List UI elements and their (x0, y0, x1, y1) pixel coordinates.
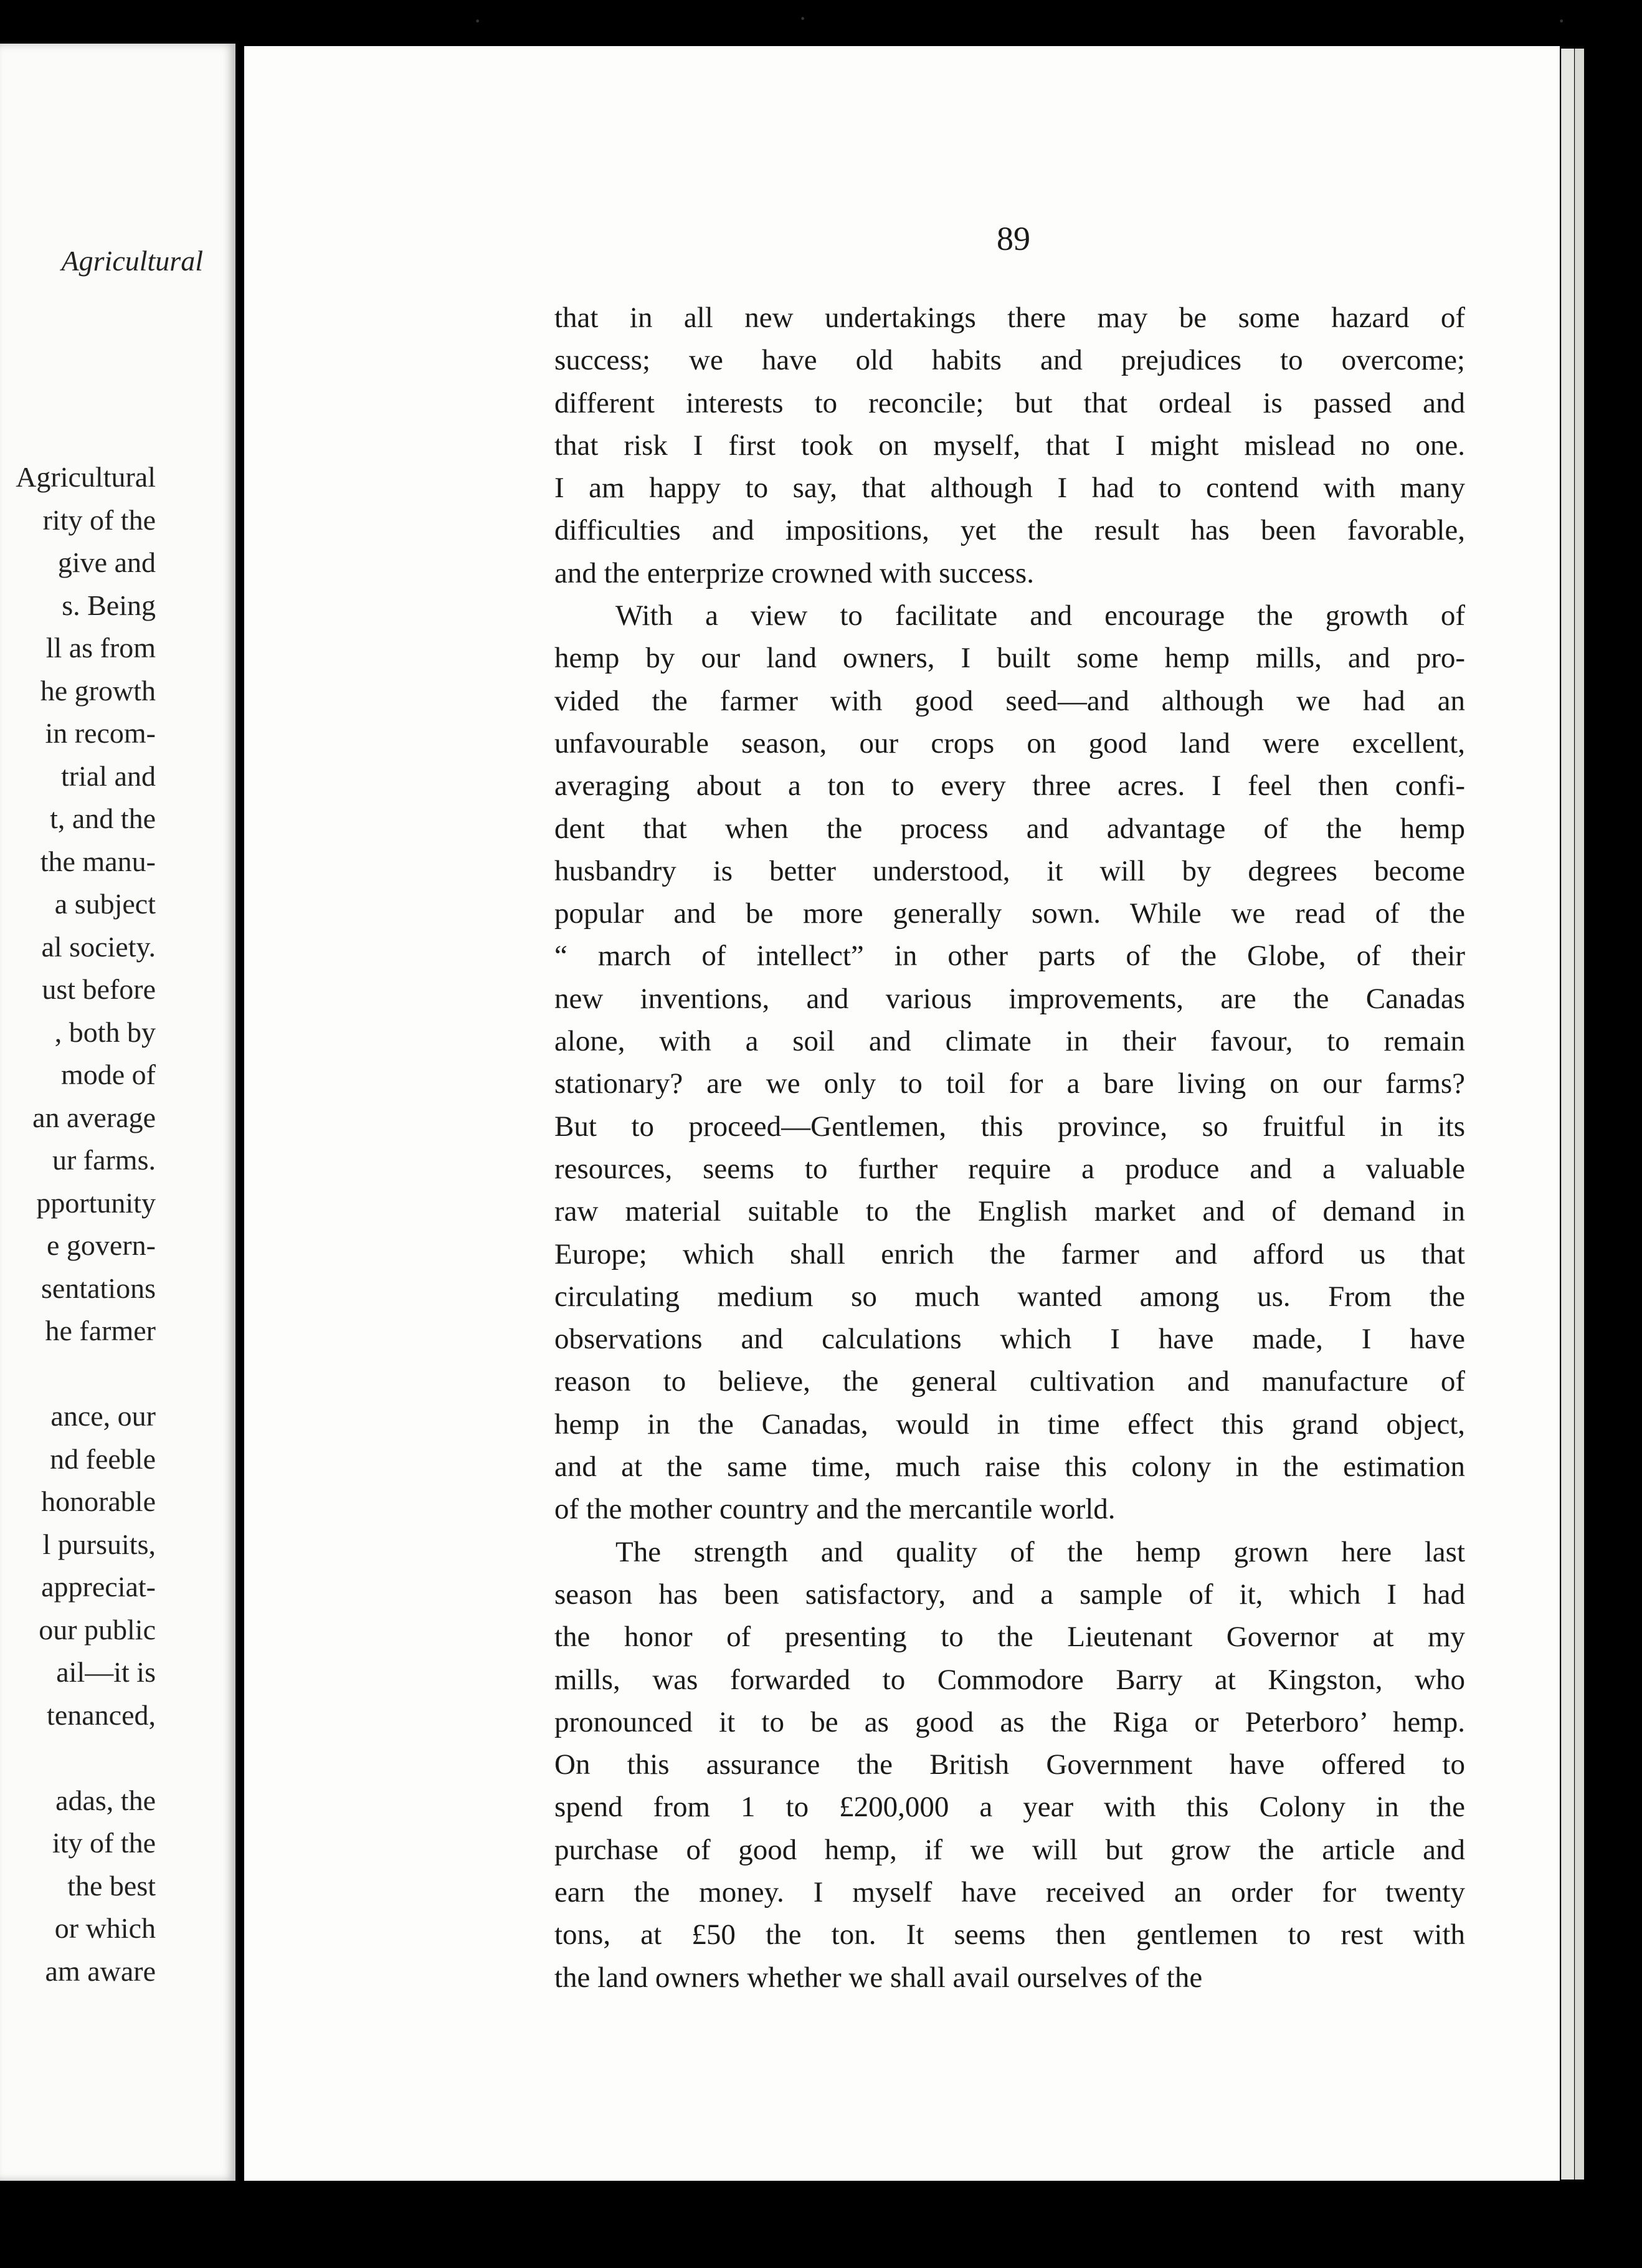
left-page-line: e govern- (47, 1229, 156, 1261)
text-line: vided the farmer with good seed—and although we had an (554, 684, 1465, 717)
text-line: that in all new undertakings there may be some hazard of (554, 302, 1465, 334)
scan-speck: · (1557, 7, 1566, 35)
text-line: hemp in the Canadas, would in time effect this grand object, (554, 1408, 1465, 1441)
text-line: popular and be more generally sown. While we read of the (554, 897, 1465, 930)
text-line: that risk I first took on myself, that I might mislead no one. (554, 429, 1465, 462)
left-page-line: am aware (45, 1955, 156, 1987)
text-line: and at the same time, much raise this colony in the estimation (554, 1451, 1465, 1484)
left-page-line: mode of (60, 1059, 156, 1090)
text-line: and the enterprize crowned with success. (554, 556, 1034, 589)
left-page-line: al society. (41, 930, 156, 963)
left-page-running-header: Agricultural (61, 245, 203, 277)
text-line: circulating medium so much wanted among us. From the (554, 1280, 1465, 1313)
left-page-line: ll as from (45, 632, 156, 664)
text-line: season has been satisfactory, and a sample of it, which I had (554, 1578, 1465, 1611)
body-text (554, 297, 1465, 1999)
paragraph (554, 1531, 1465, 1999)
text-line: But to proceed—Gentlemen, this province, so fruitful in its (554, 1110, 1465, 1143)
page-number: 89 (997, 220, 1030, 257)
text-line: observations and calculations which I have made, I have (554, 1323, 1465, 1356)
left-page-line: in recom- (45, 717, 156, 749)
paragraph (554, 594, 1465, 1531)
left-page-line: tenanced, (47, 1699, 156, 1731)
left-page-line: rity of the (42, 503, 156, 536)
text-line: The strength and quality of the hemp grown here last (615, 1535, 1465, 1568)
text-line: alone, with a soil and climate in their favour, to remain (554, 1025, 1465, 1058)
text-line: stationary? are we only to toil for a bare living on our farms? (554, 1067, 1465, 1100)
left-page-line (16, 1353, 156, 1396)
left-page-line: our public (39, 1613, 156, 1646)
text-line: difficulties and impositions, yet the result has been favorable, (554, 514, 1465, 547)
text-line: resources, seems to further require a produce and a valuable (554, 1152, 1465, 1185)
left-page-line: t, and the (50, 803, 156, 834)
left-page-line: l pursuits, (42, 1528, 156, 1560)
left-page-line: the manu- (40, 845, 156, 877)
text-line: success; we have old habits and prejudices to overcome; (554, 344, 1465, 377)
left-page-line: ail—it is (56, 1656, 156, 1688)
left-page-line: ust before (42, 973, 156, 1005)
text-line: purchase of good hemp, if we will but grow the article and (554, 1833, 1465, 1866)
paragraph (554, 297, 1465, 594)
text-line: new inventions, and various improvements, are the Canadas (554, 982, 1465, 1015)
left-page-line: ance, our (50, 1400, 156, 1432)
left-page-line: he growth (40, 674, 156, 707)
left-page-line: give and (57, 546, 156, 578)
left-page-line: ur farms. (52, 1144, 156, 1176)
text-line: On this assurance the British Government have offered to (554, 1748, 1465, 1781)
scan-speck: · (799, 4, 807, 32)
left-page-line: the best (67, 1869, 156, 1902)
text-line: mills, was forwarded to Commodore Barry at Kingston, who (554, 1663, 1465, 1696)
left-page-line (16, 1737, 156, 1780)
text-line: raw material suitable to the English market and of demand in (554, 1195, 1465, 1228)
text-line: I am happy to say, that although I had to contend with many (554, 472, 1465, 505)
left-page-line: s. Being (62, 589, 156, 621)
page-edge (1561, 49, 1574, 2180)
text-line: “ march of intellect” in other parts of the Globe, of their (554, 940, 1465, 973)
text-line: of the mother country and the mercantile world. (554, 1493, 1116, 1526)
left-page-line: pportunity (36, 1186, 156, 1219)
scan-speck: · (473, 7, 482, 35)
text-line: tons, at £50 the ton. It seems then gentlemen to rest with (554, 1918, 1465, 1951)
left-page-line: Agricultural (16, 461, 156, 493)
text-line: earn the money. I myself have received an order for twenty (554, 1875, 1465, 1908)
left-page-line: nd feeble (50, 1442, 156, 1475)
left-page-line: an average (32, 1101, 156, 1133)
left-page-line: or which (54, 1912, 156, 1944)
left-page-line: ity of the (52, 1827, 156, 1859)
text-line: the honor of presenting to the Lieutenant Governor at my (554, 1621, 1465, 1654)
left-page-line: sentations (41, 1272, 156, 1304)
text-line: dent that when the process and advantage of the hemp (554, 812, 1465, 845)
text-line: husbandry is better understood, it will by degrees become (554, 854, 1465, 887)
text-line: hemp by our land owners, I built some hemp mills, and pro- (554, 642, 1465, 675)
text-line: spend from 1 to £200,000 a year with this Colony in the (554, 1791, 1465, 1824)
left-page-text (16, 456, 156, 1993)
text-line: unfavourable season, our crops on good land were excellent, (554, 727, 1465, 760)
left-page (0, 44, 235, 2181)
left-page-line: , both by (54, 1016, 156, 1048)
text-line: averaging about a ton to every three acres. I feel then confi- (554, 770, 1465, 803)
page-edge (1575, 49, 1584, 2180)
text-line: With a view to facilitate and encourage the growth of (615, 599, 1465, 632)
text-line: different interests to reconcile; but that ordeal is passed and (554, 386, 1465, 419)
text-line: pronounced it to be as good as the Riga or Peterboro’ hemp. (554, 1705, 1465, 1738)
left-page-line: adas, the (55, 1784, 156, 1816)
left-page-line: a subject (54, 888, 156, 920)
left-page-line: he farmer (45, 1315, 156, 1346)
text-line: Europe; which shall enrich the farmer and afford us that (554, 1237, 1465, 1270)
left-page-line: honorable (41, 1485, 156, 1517)
left-page-line: trial and (61, 760, 156, 792)
text-line: reason to believe, the general cultivation and manufacture of (554, 1365, 1465, 1398)
text-line: the land owners whether we shall avail ourselves of the (554, 1961, 1203, 1994)
left-page-line: appreciat- (41, 1571, 156, 1603)
right-page (244, 46, 1560, 2181)
